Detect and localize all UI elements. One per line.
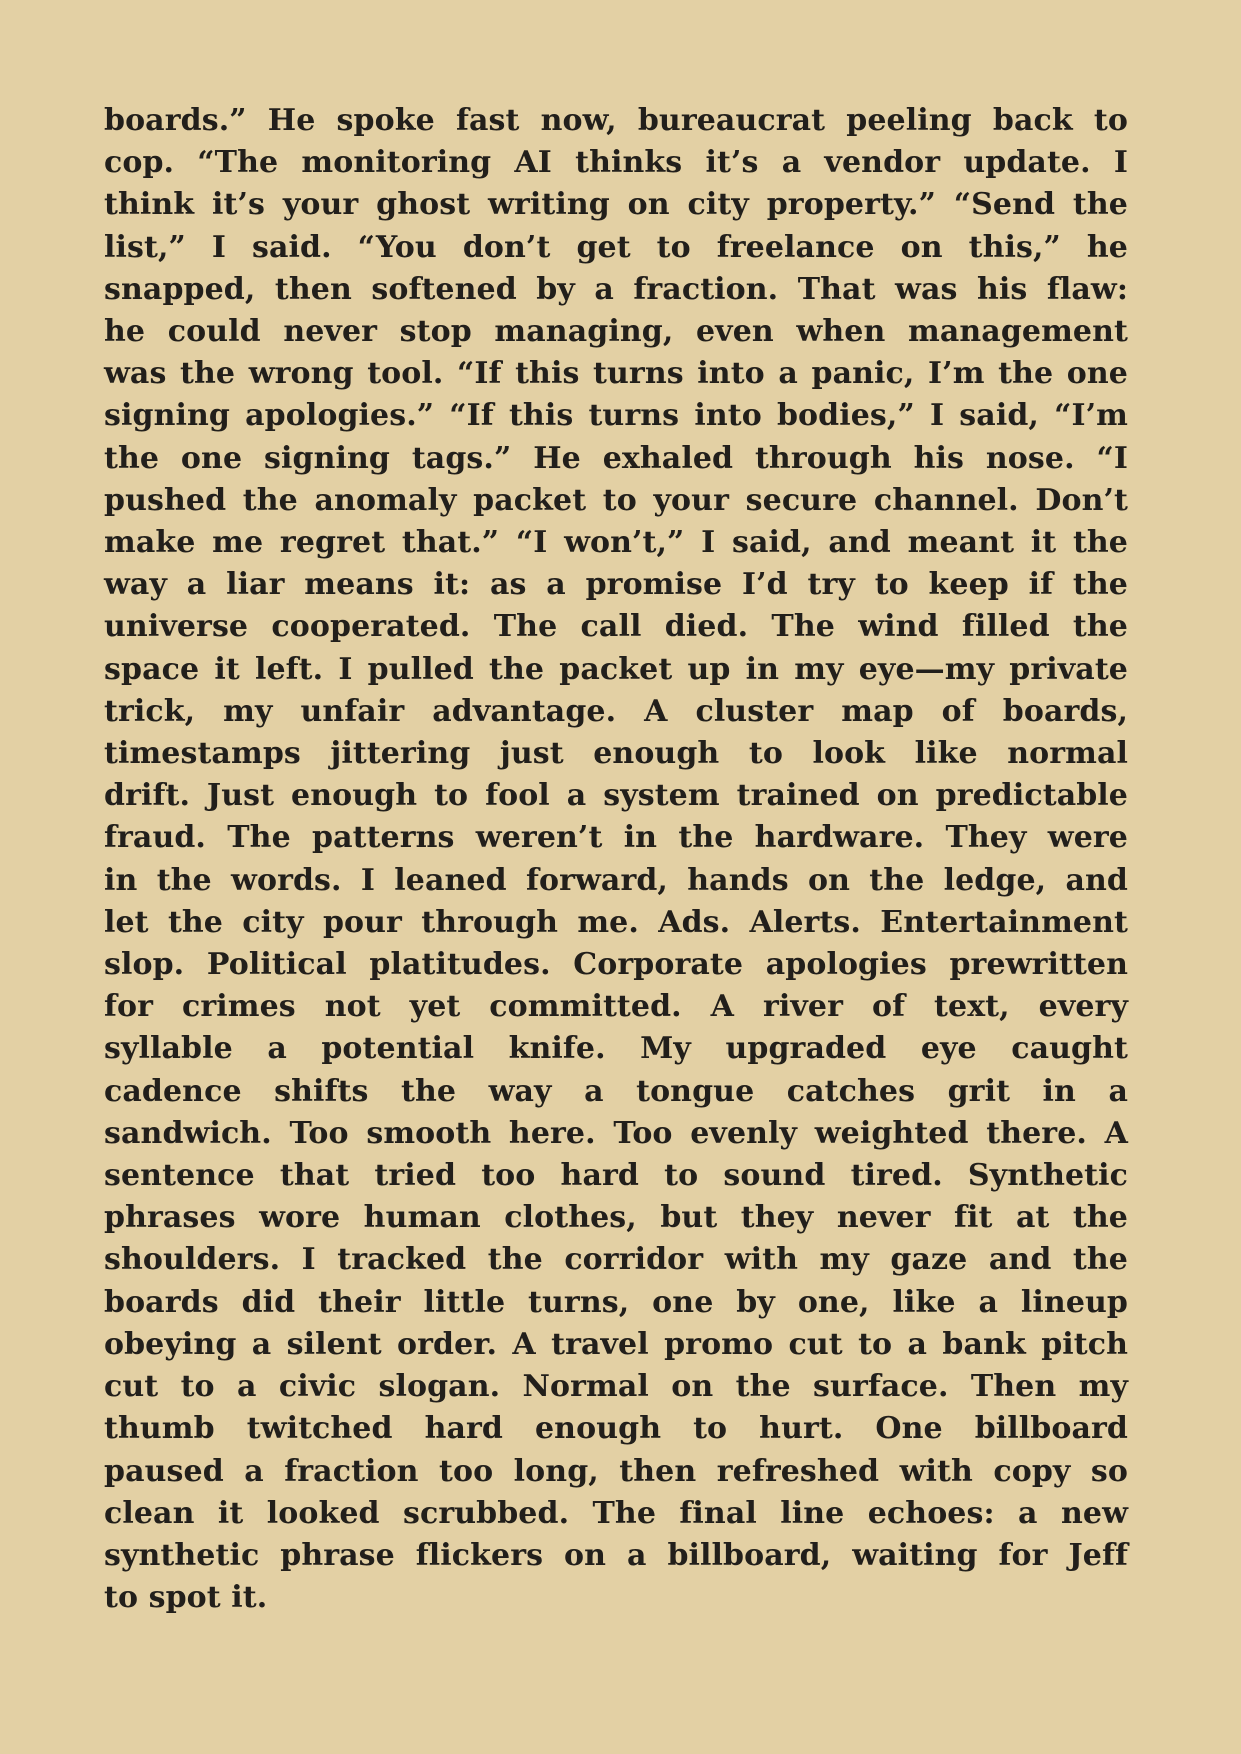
text-line: timestamps jittering just enough to look like normal [104,736,1128,772]
text-line: think it’s your ghost writing on city property.” “Send the [104,187,1128,223]
text-line: slop. Political platitudes. Corporate apologies prewritten [104,947,1128,983]
text-line: phrases wore human clothes, but they never fit at the [104,1200,1128,1236]
text-line: paused a fraction too long, then refreshed with copy so [104,1453,1128,1489]
text-line: cadence shifts the way a tongue catches grit in a [104,1073,1128,1109]
text-line: universe cooperated. The call died. The wind filled the [104,609,1128,645]
text-line: fraud. The patterns weren’t in the hardware. They were [104,820,1128,856]
text-line: drift. Just enough to fool a system trained on predictable [104,778,1128,814]
text-line: was the wrong tool. “If this turns into a panic, I’m the one [104,356,1128,392]
text-line: trick, my unfair advantage. A cluster map of boards, [104,693,1128,729]
text-line: thumb twitched hard enough to hurt. One billboard [104,1411,1128,1447]
text-line: snapped, then softened by a fraction. That was his flaw: [104,271,1128,307]
text-line: sentence that tried too hard to sound tired. Synthetic [104,1158,1128,1194]
text-line: boards did their little turns, one by one, like a lineup [104,1284,1128,1320]
text-line: list,” I said. “You don’t get to freelance on this,” he [104,229,1128,265]
text-line: to spot it. [104,1580,268,1616]
text-line: for crimes not yet committed. A river of text, every [104,989,1128,1025]
text-line: cop. “The monitoring AI thinks it’s a vendor update. I [104,145,1128,181]
text-line: he could never stop managing, even when management [104,314,1128,350]
body-text-paragraph [104,100,1128,1619]
text-line: make me regret that.” “I won’t,” I said, and meant it the [104,525,1128,561]
text-line: in the words. I leaned forward, hands on the ledge, and [104,862,1128,898]
text-line: the one signing tags.” He exhaled through his nose. “I [104,440,1128,476]
text-line: syllable a potential knife. My upgraded eye caught [104,1031,1128,1067]
text-line: boards.” He spoke fast now, bureaucrat peeling back to [104,103,1128,138]
text-line: synthetic phrase flickers on a billboard, waiting for Jeff [104,1537,1128,1573]
text-line: obeying a silent order. A travel promo cut to a bank pitch [104,1326,1128,1362]
text-line: way a liar means it: as a promise I’d try to keep if the [104,567,1128,603]
text-line: signing apologies.” “If this turns into bodies,” I said, “I’m [104,398,1128,434]
text-line: sandwich. Too smooth here. Too evenly weighted there. A [104,1115,1128,1151]
text-line: cut to a civic slogan. Normal on the surface. Then my [104,1369,1128,1405]
text-line: clean it looked scrubbed. The final line echoes: a new [104,1495,1128,1531]
text-line: shoulders. I tracked the corridor with my gaze and the [104,1242,1128,1278]
text-line: pushed the anomaly packet to your secure channel. Don’t [104,482,1128,518]
text-line: let the city pour through me. Ads. Alerts. Entertainment [104,904,1128,940]
text-line: space it left. I pulled the packet up in my eye—my private [104,651,1128,687]
